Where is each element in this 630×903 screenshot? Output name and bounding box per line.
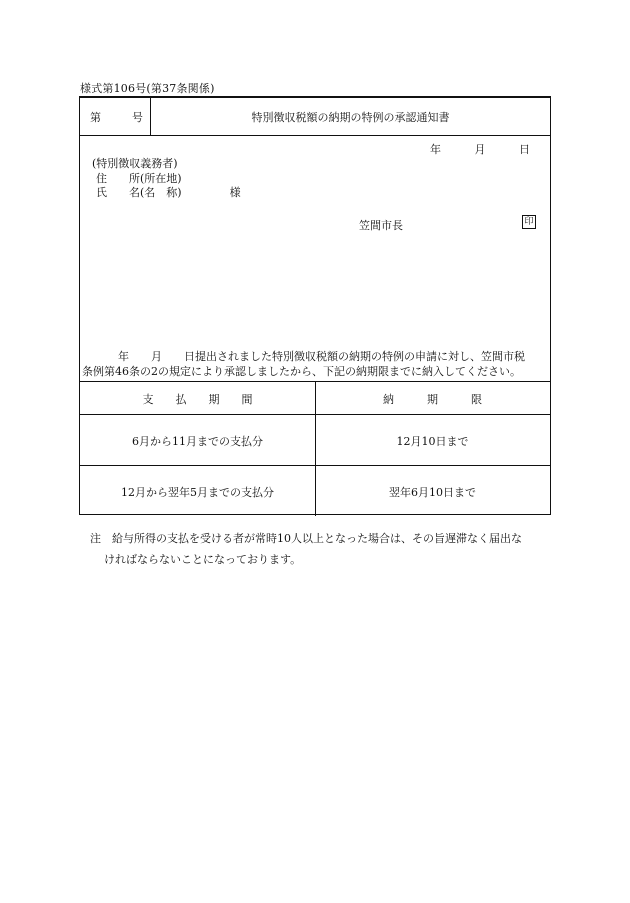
addressee-block <box>92 157 241 201</box>
header-row <box>80 98 550 136</box>
honorific: 様 <box>229 186 241 199</box>
issuer-name: 笠間市長 <box>359 219 403 232</box>
number-suffix-label: 号 <box>132 111 143 124</box>
approval-statement <box>82 350 548 379</box>
table-header-divider <box>80 414 550 415</box>
table-cell: 翌年6月10日まで <box>389 486 476 499</box>
addressee-name-label: 氏 名(名 称) <box>96 186 182 199</box>
header-payment-period: 支 払 期 間 <box>142 393 253 406</box>
frame-top-double-line <box>79 96 551 97</box>
number-prefix-label: 第 <box>90 111 101 124</box>
footnote-line-2: ければならないことになっております。 <box>104 553 302 566</box>
date-month-label: 月 <box>474 143 486 156</box>
table-row-divider <box>80 465 550 466</box>
date-day-label: 日 <box>519 143 530 156</box>
header-due-date: 納 期 限 <box>383 393 482 406</box>
form-number: 様式第106号(第37条関係) <box>80 82 215 95</box>
table-cell: 12月から翌年5月までの支払分 <box>121 486 274 499</box>
document-title: 特別徴収税額の納期の特例の承認通知書 <box>251 111 450 124</box>
addressee-address-label: 住 所(所在地) <box>96 171 182 185</box>
footnote-line-1: 注 給与所得の支払を受ける者が常時10人以上となった場合は、その旨遅滞なく届出な <box>90 532 522 545</box>
statement-line-2: 条例第46条の2の規定により承認しましたから、下記の納期限までに納入してください。 <box>82 364 521 378</box>
date-year-label: 年 <box>430 143 441 156</box>
addressee-name-line <box>92 186 241 201</box>
addressee-role: (特別徴収義務者) <box>92 157 178 170</box>
document-number-cell <box>80 98 151 135</box>
table-cell: 6月から11月までの支払分 <box>132 435 263 448</box>
statement-line-1: 年 月 日提出されました特別徴収税額の納期の特例の申請に対し、笠間市税 <box>118 350 525 363</box>
payment-schedule-table <box>80 381 550 516</box>
notice-form-frame <box>79 97 551 515</box>
seal-mark: 印 <box>522 215 536 229</box>
date-line <box>430 141 530 157</box>
footnote <box>90 528 560 570</box>
table-cell: 12月10日まで <box>396 435 469 448</box>
